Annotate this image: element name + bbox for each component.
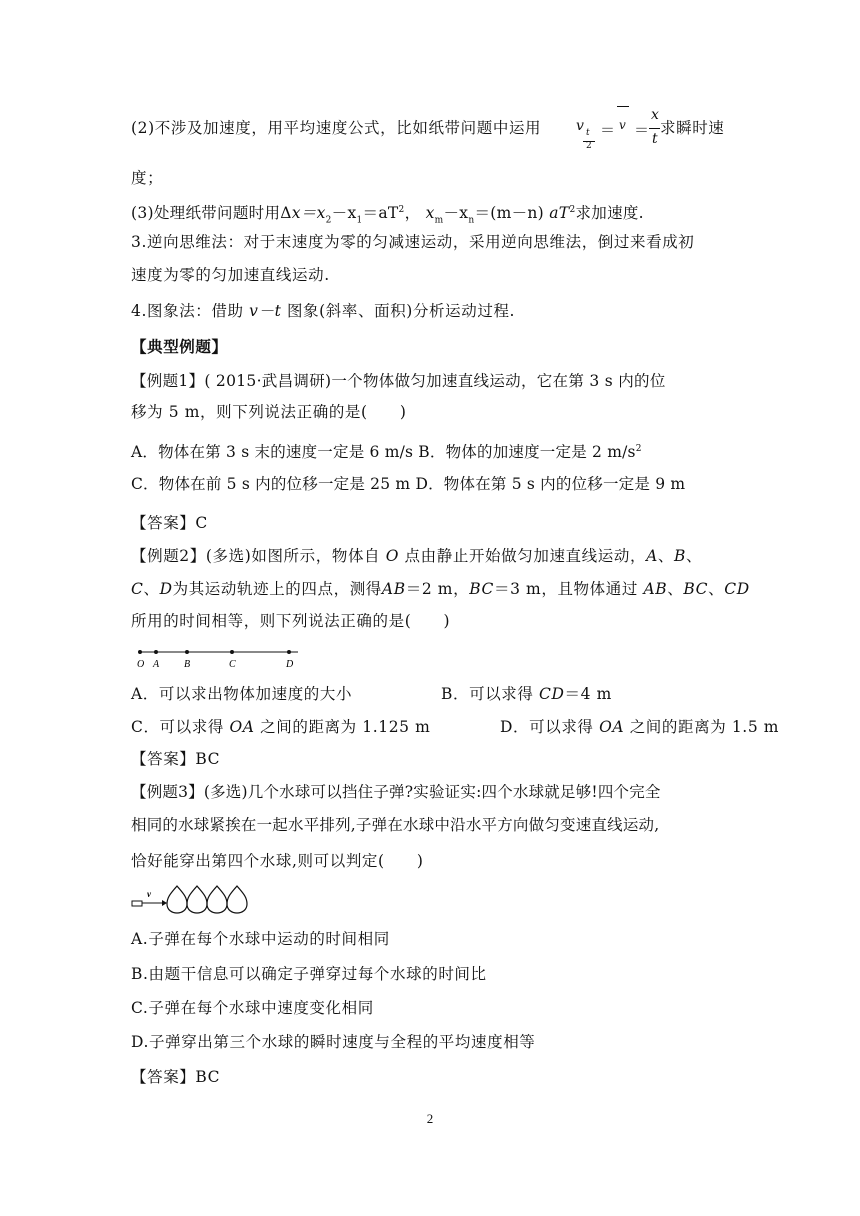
item3-c: －x [331,204,357,223]
item3-a: (3)处理纸带问题时用Δ [131,204,292,223]
ex2-sep3: 、 [143,580,160,598]
method4-post: 图象(斜率、面积)分析运动过程. [286,302,516,320]
example-3-line1: 【例题3】(多选)几个水球可以挡住子弹?实验证实:四个水球就足够!四个完全 [131,783,661,801]
example-3-answer: 【答案】BC [131,1068,221,1086]
ex2-sep4: 、 [667,580,684,598]
example-3-line2: 相同的水球紧挨在一起水平排列,子弹在水球中沿水平方向做匀变速直线运动, [131,816,660,834]
water-ball-4 [227,886,247,913]
water-balls-figure [131,883,251,915]
item2-continuation: 度； [131,169,164,187]
item3-sub2: 2 [325,215,332,226]
ex2-bc2: BC [683,580,709,598]
v-subscript-2: 2 [586,141,592,151]
ex2-optb-cd: CD [539,685,565,703]
ex2-l1b: 点由静止开始做匀加速直线运动， [404,547,647,565]
method-3-line2: 速度为零的匀加速直线运动. [131,266,330,284]
ex2-optb-pre: B．可以求得 [441,685,534,703]
label-c: C [229,659,236,670]
fraction-t: t [652,131,658,147]
ex2-point-b: B [673,547,686,565]
item3-g: －x [443,204,469,223]
item3-d: ＝aT [362,204,399,223]
velocity-arrow-head [162,900,167,906]
velocity-label: v [147,889,151,899]
ex2-optc-oa: OA [229,718,255,736]
method4-vt: v－t [249,302,282,320]
ex2-l2a: 为其运动轨迹上的四点，测得 [172,580,382,598]
example-3-option-d: D.子弹穿出第三个水球的瞬时速度与全程的平均速度相等 [131,1033,536,1051]
example-3-option-c: C.子弹在每个水球中速度变化相同 [131,999,374,1017]
water-ball-2 [187,886,207,913]
ex1-sup2: 2 [635,444,642,454]
item2-text-end: 求瞬时速 [660,119,725,137]
method-3-line1: 3.逆向思维法：对于末速度为零的匀减速运动，采用逆向思维法，倒过来看成初 [131,233,695,251]
water-ball-1 [167,886,187,913]
example-2-option-d [500,716,779,738]
label-b: B [184,659,191,670]
example-1-line2: 移为 5 m，则下列说法正确的是( ) [131,403,407,421]
label-o: O [137,659,145,670]
item3-b: x＝x [291,204,326,223]
example-2-answer: 【答案】BC [131,750,221,768]
fraction-bar [649,128,660,129]
section-title: 【典型例题】 [131,337,228,356]
ex2-point-d: D [159,580,173,598]
ex2-point-c: C [131,580,144,598]
example-3-line3: 恰好能穿出第四个水球,则可以判定( ) [131,852,424,870]
v-bar-overline [617,106,629,107]
method-item-3 [131,199,644,231]
example-2-line1 [131,545,702,567]
example-1-options-cd: C．物体在前 5 s 内的位移一定是 25 m D．物体在第 5 s 内的位移一定是 9 m [131,475,686,493]
item3-sup2b: 2 [569,205,576,215]
ex2-optd-post: 之间的距离为 1.5 m [629,718,780,736]
ex2-ab2: AB [643,580,668,598]
ex2-bc: BC [469,580,494,598]
ex2-l2c: ＝3 m，且物体通过 [493,580,638,598]
ex2-optd-oa: OA [599,718,625,736]
item3-j: 求加速度. [575,204,644,223]
method-item-2-cont [131,167,163,189]
item3-subm: m [434,215,444,226]
example-3-option-b: B.由题干信息可以确定子弹穿过每个水球的时间比 [131,965,487,983]
ex2-point-a: A [646,547,658,565]
point-b-dot [185,650,189,654]
method-4 [131,300,515,322]
item3-e: ， [404,204,421,223]
ex2-optc-pre: C．可以求得 [131,718,224,736]
item2-text: (2)不涉及加速度，用平均速度公式，比如纸带问题中运用 [131,119,542,137]
example-1-line1: 【例题1】( 2015·武昌调研)一个物体做匀加速直线运动，它在第 3 s 内的位 [131,372,666,390]
equals-sign-2: ＝ [634,121,650,139]
equals-sign-1: ＝ [600,121,616,139]
example-2-option-a: A．可以求出物体加速度的大小 [131,685,353,703]
v-symbol: v [576,118,584,134]
point-c-dot [230,650,234,654]
item3-i: aT [549,204,570,223]
example-1-answer: 【答案】C [131,514,208,532]
example-2-line2 [131,578,750,600]
bullet-icon [132,901,142,906]
example-2-option-c [131,716,430,738]
item3-h: ＝(m－n) [474,204,545,223]
water-ball-3 [207,886,227,913]
ex2-l2b: ＝2 m， [405,580,470,598]
ex2-cd: CD [724,580,750,598]
ex2-sep1: 、 [657,547,674,565]
point-d-dot [287,650,291,654]
item3-sub1: 1 [356,215,363,226]
method-item-2-end [660,117,724,139]
ex2-optd-pre: D．可以求得 [500,718,594,736]
ex2-l1a: 【例题2】(多选)如图所示，物体自 [131,547,381,565]
ex2-optc-post: 之间的距离为 1.125 m [260,718,431,736]
item3-f: x [425,204,435,223]
point-o-dot [138,650,142,654]
example-1-options-ab [131,438,642,463]
method-item-2 [131,117,541,139]
example-3-option-a: A.子弹在每个水球中运动的时间相同 [131,930,390,948]
method4-pre: 4.图象法：借助 [131,302,244,320]
trajectory-figure [134,644,304,670]
point-a-dot [154,650,158,654]
v-bar: v [619,118,626,132]
page-number: 2 [426,1111,434,1126]
label-d: D [286,659,294,670]
ex2-point-o: O [385,547,400,565]
ex2-ab: AB [381,580,406,598]
item3-subn: n [468,215,475,226]
example-2-option-b [441,683,612,705]
ex1-options-ab-text: A．物体在第 3 s 末的速度一定是 6 m/s B．物体的加速度一定是 2 m/s [131,443,636,462]
ex2-sep2: 、 [685,547,703,565]
label-a: A [153,659,160,670]
item3-sup2: 2 [398,205,405,215]
example-2-line3: 所用的时间相等，则下列说法正确的是( ) [131,612,451,630]
ex2-optb-post: ＝4 m [564,685,612,703]
v-subscript-t: t [586,128,590,138]
fraction-x: x [651,107,659,123]
ex2-sep5: 、 [708,580,725,598]
